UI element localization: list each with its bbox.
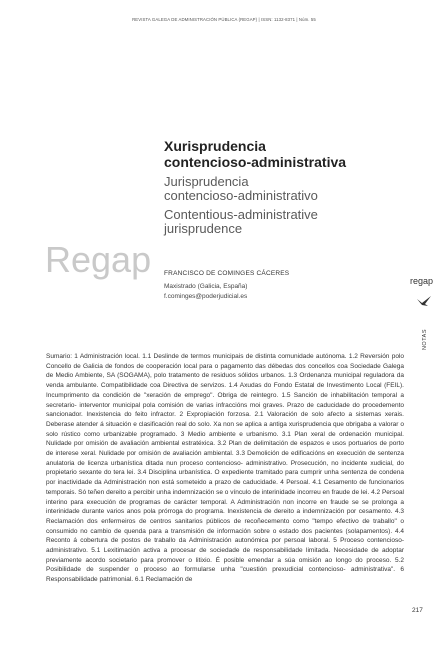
title-english-line-2: jurisprudence [164,221,243,236]
title-galician [164,138,434,170]
title-spanish-line-1: Jurisprudencia [164,174,249,189]
title-english [164,208,434,236]
author-name: FRANCISCO DE COMINGES CÁCERES [164,270,290,277]
title-galician-line-2: contencioso-administrativa [164,154,347,170]
regap-bird-icon [416,294,432,312]
section-label: NOTAS [422,329,428,351]
summary [46,352,404,617]
title-galician-line-1: Xurisprudencia [164,138,266,154]
title-block [164,138,434,236]
summary-text: 1 Administración local. 1.1 Deslinde de termos municipais de distinta comunidade autónoma. 1.2 Reversión polo Concello de Galicia de fondos de cooperación local para o pagamento das débedas dos concellos coa Sociedade Galega de Medio Ambiente, SA (SOGAMA), polo tratamento de residuos sólidos urbanos. 1.3 Ordenanza municipal reguladora da venda ambulante. Compatibilidade coa Directiva de servizos. 1.4 Axudas do Fondo Estatal de Investimento Local (FEIL). Incumprimento da condición de "xeración de emprego". Obriga de reintegro. 1.5 Sanción de inhabilitación temporal a secretario- interventor municipal pola comisión de varias infraccións moi graves. Prazo de caducidade do procedemento sancionador. Inexistencia do feito infractor. 2 Expropiación forzosa. 2.1 Valoración de solo afecto a sistemas xerais. Deberase atender á situación e clasificación real do solo. Xa non se aplica a antiga xurisprudencia que obrigaba a valorar o solo rústico como urbanizable programado. 3 Medio ambiente e urbanismo. 3.1 Plan xeral de ordenación municipal. Nulidade por omisión de avaliación ambiental estratéxica. 3.2 Plan de delimitación de espazos e usos portuarios de porto de interese xeral. Nulidade por omisión de avaliación ambiental. 3.3 Demolición de edificacións en execución de sentenza anulatoria de licenza urbanística ditada nun proceso contencioso- administrativo. Prosecución, no incidente xudicial, do propietario sexante do tera lei. 3.4 Disciplina urbanística. O expediente tramitado para cumprir unha sentenza de condena por inactividade da Administración non está someteido a prazo de caducidade. 4 Persoal. 4.1 Cesamento de funcionarios temporais. Só teñen dereito a percibir unha indemnización se o vínculo de interinidade incorreu en fraude de lei. 4.2 Persoal interino para execución de programas de carácter temporal. A Administración non incorre en fraude se se prolonga a interinidade durante varios anos pola prórroga do programa. Inexistencia de dereito a indemnización por cesamento. 4.3 Reclamación dos enfermeiros de centros sanitarios públicos de recoñecemento como "tempo efectivo de traballo" o consumido no cambio de quenda para a transmisión de información sobre o estado dos pacientes (solapamentos). 4.4 Reconto á cobertura de postos de traballo da Administración autonómica por persoal laboral. 5 Proceso contencioso- administrativo. 5.1 Lexitimación activa a procesar de sociedade de responsabilidade limitada. Necesidade de adoptar previamente acordo societario para promover o litixio. É posible emendar a súa omisión ao longo do proceso. 5.2 Posibilidade de suspender o proceso ao formularse unha "cuestión prexudicial contencioso- administrativa". 6 Responsabilidade patrimonial. 6.1 Reclamación de [46,353,404,584]
author-email: f.cominges@poderjudicial.es [164,292,248,300]
title-spanish-line-2: contencioso-administrativo [164,188,318,203]
title-english-line-1: Contentious-administrative [164,207,318,222]
running-head: REVISTA GALEGA DE ADMINISTRACIÓN PÚBLICA (REGAP) | ISSN: 1132-8371 | Núm. 55 [132,17,316,22]
title-spanish [164,175,434,203]
page-number: 217 [412,607,423,614]
author-block [164,270,394,301]
summary-label: Sumario: [46,353,73,360]
sidebar-logo: regap [410,276,434,286]
regap-logo: Regap [45,239,152,280]
author-role: Maxistrado (Galicia, España) [164,283,248,290]
